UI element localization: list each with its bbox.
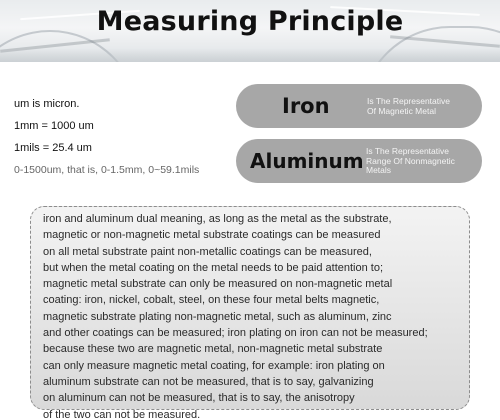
description-line: iron and aluminum dual meaning, as long as the metal as the substrate, xyxy=(43,213,392,225)
description-line: and other coatings can be measured; iron plating on iron can not be measured; xyxy=(43,327,428,340)
aluminum-label: Aluminum xyxy=(250,149,364,173)
description-line: on aluminum can not be measured, that is to say, the anisotropy xyxy=(43,392,355,405)
iron-description xyxy=(367,97,477,116)
iron-description-line: Of Magnetic Metal xyxy=(367,105,436,116)
aluminum-description-line: Is The Representative xyxy=(366,146,449,156)
description-line: magnetic or non-magnetic metal substrate coatings can be measured xyxy=(43,229,381,242)
aluminum-description-line: Range Of Nonmagnetic xyxy=(366,155,455,166)
units-info xyxy=(14,93,239,181)
description-line: magnetic substrate plating non-magnetic metal, such as aluminum, zinc xyxy=(43,310,392,323)
unit-conversion-mils: 1mils = 25.4 um xyxy=(14,142,92,154)
description-line: on all metal substrate paint non-metallic coatings can be measured, xyxy=(43,245,372,258)
description-line: can only measure magnetic metal coating, for example: iron plating on xyxy=(43,359,385,372)
iron-description-line: Is The Representative xyxy=(367,96,450,106)
aluminum-description xyxy=(366,147,476,176)
banner-shade xyxy=(0,48,500,62)
aluminum-badge xyxy=(236,139,482,183)
page-title: Measuring Principle xyxy=(96,6,404,37)
description-box xyxy=(30,206,470,420)
aluminum-description-line: Metals xyxy=(366,165,392,175)
iron-badge xyxy=(236,84,482,128)
unit-conversion-mm: 1mm = 1000 um xyxy=(14,120,94,132)
description-line: magnetic metal substrate can only be measured on non-magnetic metal xyxy=(43,278,393,291)
description-line: aluminum substrate can not be measured, that is to say, galvanizing xyxy=(43,375,374,388)
description-line: coating: iron, nickel, cobalt, steel, on these four metal belts magnetic, xyxy=(43,294,380,307)
header-banner xyxy=(0,0,500,62)
description-line: but when the metal coating on the metal needs to be paid attention to; xyxy=(43,261,384,274)
iron-label: Iron xyxy=(282,94,330,118)
unit-definition: um is micron. xyxy=(14,98,80,110)
description-line: because these two are magnetic metal, non-magnetic metal substrate xyxy=(43,343,383,356)
measuring-range: 0-1500um, that is, 0-1.5mm, 0~59.1mils xyxy=(14,164,200,176)
description-line: of the two can not be measured. xyxy=(43,408,201,420)
